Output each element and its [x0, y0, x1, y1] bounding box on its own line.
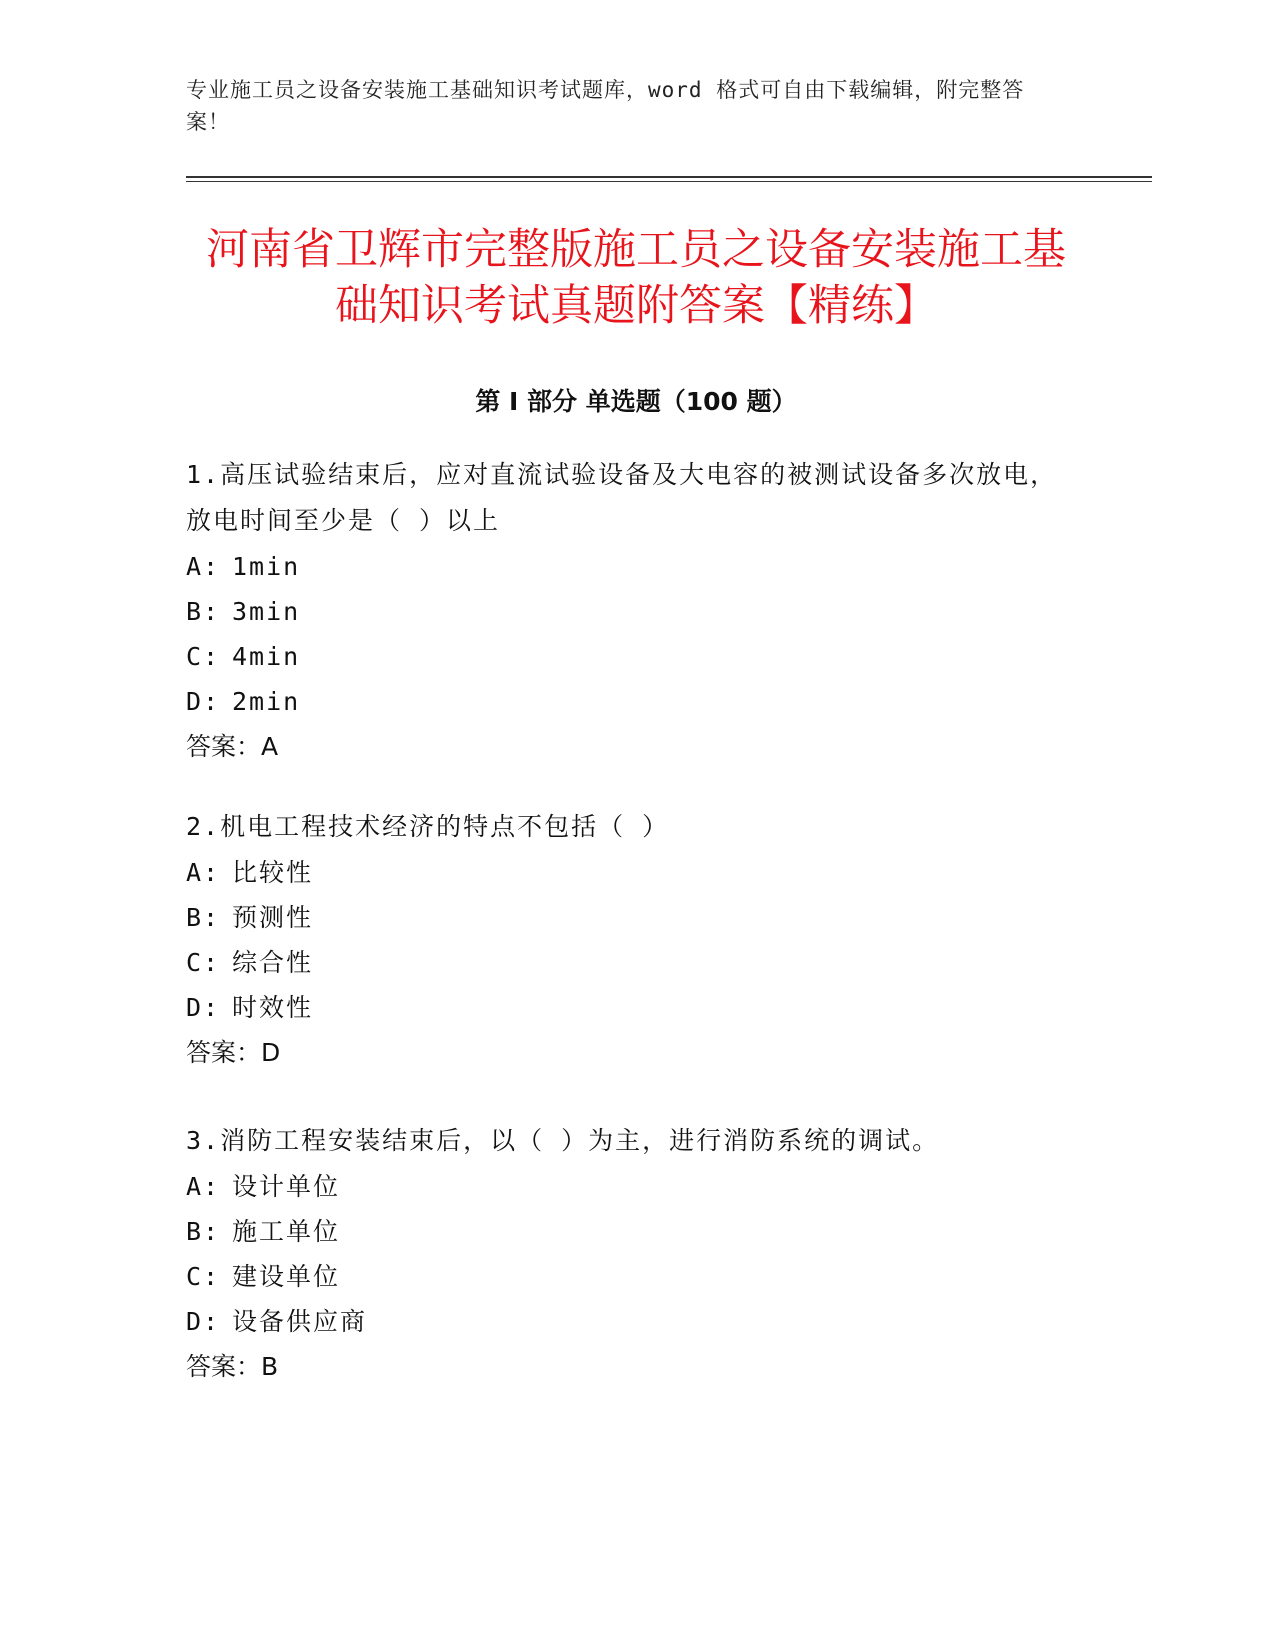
- question-1: [186, 452, 1066, 769]
- header-divider-thick: [186, 176, 1152, 178]
- option-text: 施工单位: [232, 1217, 341, 1246]
- option-text: 预测性: [232, 903, 314, 932]
- option-text: 3min: [232, 597, 301, 626]
- option-d: [186, 1299, 1066, 1344]
- option-text: 1min: [232, 552, 301, 581]
- answer-label: 答案：: [186, 1352, 262, 1381]
- question-3: [186, 1118, 1066, 1389]
- option-text: 时效性: [232, 993, 314, 1022]
- option-text: 设备供应商: [232, 1307, 368, 1336]
- option-letter: D:: [186, 1307, 221, 1336]
- option-letter: C:: [186, 948, 221, 977]
- option-b: [186, 589, 1066, 634]
- document-title: 河南省卫辉市完整版施工员之设备安装施工基础知识考试真题附答案【精练】: [206, 225, 1066, 331]
- option-d: [186, 985, 1066, 1030]
- answer-line: [186, 1030, 1066, 1075]
- option-text: 2min: [232, 687, 301, 716]
- option-letter: B:: [186, 1217, 221, 1246]
- header-note: 专业施工员之设备安装施工基础知识考试题库，word 格式可自由下载编辑，附完整答案！: [186, 78, 1025, 134]
- question-2: [186, 804, 1066, 1075]
- question-stem: 3.消防工程安装结束后，以（ ）为主，进行消防系统的调试。: [186, 1126, 940, 1155]
- answer-label: 答案：: [186, 732, 262, 761]
- option-c: [186, 1254, 1066, 1299]
- option-letter: B:: [186, 903, 221, 932]
- option-text: 综合性: [232, 948, 314, 977]
- option-letter: A:: [186, 552, 221, 581]
- option-a: [186, 1164, 1066, 1209]
- option-letter: B:: [186, 597, 221, 626]
- option-c: [186, 940, 1066, 985]
- option-letter: D:: [186, 687, 221, 716]
- question-stem: 2.机电工程技术经济的特点不包括（ ）: [186, 812, 670, 841]
- answer-line: [186, 724, 1066, 769]
- answer-line: [186, 1344, 1066, 1389]
- option-a: [186, 850, 1066, 895]
- question-stem: 1.高压试验结束后，应对直流试验设备及大电容的被测试设备多次放电，放电时间至少是（ ）以上: [186, 460, 1058, 535]
- answer-value: A: [261, 732, 279, 761]
- option-d: [186, 679, 1066, 724]
- option-letter: A:: [186, 1172, 221, 1201]
- option-letter: D:: [186, 993, 221, 1022]
- option-b: [186, 895, 1066, 940]
- header-divider-thin: [186, 181, 1152, 182]
- option-text: 比较性: [232, 858, 314, 887]
- option-letter: C:: [186, 642, 221, 671]
- answer-value: D: [261, 1038, 281, 1067]
- answer-value: B: [261, 1352, 279, 1381]
- option-text: 建设单位: [232, 1262, 341, 1291]
- option-c: [186, 634, 1066, 679]
- option-letter: C:: [186, 1262, 221, 1291]
- answer-label: 答案：: [186, 1038, 262, 1067]
- option-a: [186, 544, 1066, 589]
- option-text: 设计单位: [232, 1172, 341, 1201]
- section-title: 第 I 部分 单选题（100 题）: [475, 387, 797, 416]
- option-text: 4min: [232, 642, 301, 671]
- option-b: [186, 1209, 1066, 1254]
- option-letter: A:: [186, 858, 221, 887]
